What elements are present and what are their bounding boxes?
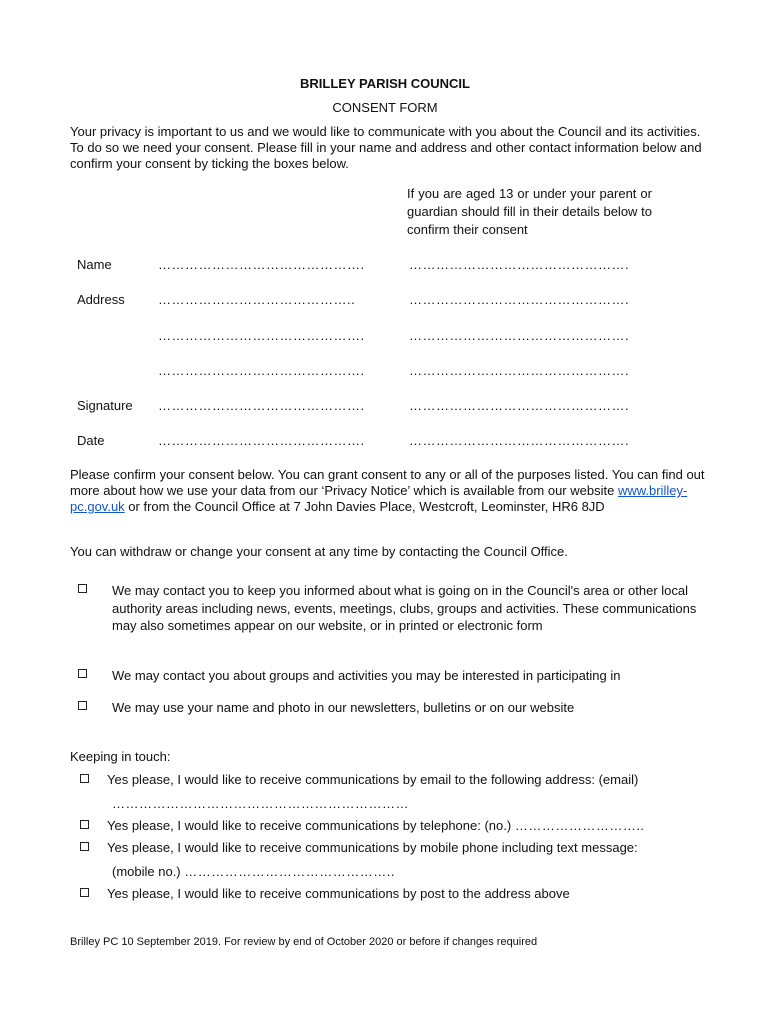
purpose-text-3: We may use your name and photo in our newsletters, bulletins or on our website (112, 700, 575, 715)
purpose-text-2: We may contact you about groups and activities you may be interested in participating in (112, 668, 621, 683)
name-label: Name (77, 257, 112, 272)
signature-label: Signature (77, 398, 133, 413)
telephone-option-text: Yes please, I would like to receive communications by telephone: (no.) (107, 818, 512, 833)
consent-info-text: Please confirm your consent below. You can grant consent to any or all of the purposes listed. You can find out more about how we use your data from our ‘Privacy Notice’ which is available from our website (70, 467, 705, 498)
address-field-2[interactable]: ………………………………………. (158, 328, 365, 343)
telephone-field[interactable]: ……………………….. (514, 818, 645, 833)
mobile-field[interactable]: ……………………………………….. (184, 864, 395, 879)
email-checkbox[interactable] (80, 774, 89, 783)
mobile-checkbox[interactable] (80, 842, 89, 851)
guardian-address-field-1[interactable]: …………………………………………. (409, 292, 630, 307)
guardian-signature-field[interactable]: …………………………………………. (409, 398, 630, 413)
form-title: CONSENT FORM (332, 100, 438, 115)
keeping-in-touch-heading: Keeping in touch: (70, 749, 171, 764)
address-label: Address (77, 292, 125, 307)
website-link[interactable]: www.brilley-pc.gov.uk (70, 483, 688, 514)
address-field-1[interactable]: …………………………………….. (158, 292, 356, 307)
mobile-option-text: Yes please, I would like to receive communications by mobile phone including text message: (107, 840, 638, 855)
consent-info-paragraph (70, 467, 710, 515)
guardian-note: If you are aged 13 or under your parent or guardian should fill in their details below to confirm their consent (407, 186, 652, 237)
purpose-checkbox-2[interactable] (78, 669, 87, 678)
purpose-text-1: We may contact you to keep you informed about what is going on in the Council's area or other local authority areas including news, events, meetings, clubs, groups and activities. These communications may also sometimes appear on our website, or in printed or electronic form (112, 583, 697, 633)
address-field-3[interactable]: ………………………………………. (158, 363, 365, 378)
guardian-address-field-2[interactable]: …………………………………………. (409, 328, 630, 343)
telephone-option (107, 818, 717, 834)
withdraw-notice: You can withdraw or change your consent at any time by contacting the Council Office. (70, 544, 568, 559)
guardian-address-field-3[interactable]: …………………………………………. (409, 363, 630, 378)
guardian-date-field[interactable]: …………………………………………. (409, 433, 630, 448)
guardian-name-field[interactable]: …………………………………………. (409, 257, 630, 272)
post-option-text: Yes please, I would like to receive communications by post to the address above (107, 886, 570, 901)
mobile-number-row (112, 864, 395, 880)
email-field[interactable]: ………………………………………………………… (112, 796, 409, 811)
post-checkbox[interactable] (80, 888, 89, 897)
purpose-checkbox-3[interactable] (78, 701, 87, 710)
signature-field[interactable]: ………………………………………. (158, 398, 365, 413)
date-field[interactable]: ………………………………………. (158, 433, 365, 448)
date-label: Date (77, 433, 105, 448)
mobile-prefix: (mobile no.) (112, 864, 181, 879)
consent-info-address: or from the Council Office at 7 John Davies Place, Westcroft, Leominster, HR6 8JD (124, 499, 605, 514)
purpose-checkbox-1[interactable] (78, 584, 87, 593)
telephone-checkbox[interactable] (80, 820, 89, 829)
footer-note: Brilley PC 10 September 2019. For review by end of October 2020 or before if changes required (70, 936, 538, 948)
email-option-text: Yes please, I would like to receive communications by email to the following address: (email) (107, 772, 639, 787)
council-name: BRILLEY PARISH COUNCIL (300, 76, 470, 91)
intro-paragraph: Your privacy is important to us and we would like to communicate with you about the Council and its activities. To do so we need your consent. Please fill in your name and address and other contact information below and confirm your consent by ticking the boxes below. (70, 124, 702, 171)
name-field[interactable]: ………………………………………. (158, 257, 365, 272)
